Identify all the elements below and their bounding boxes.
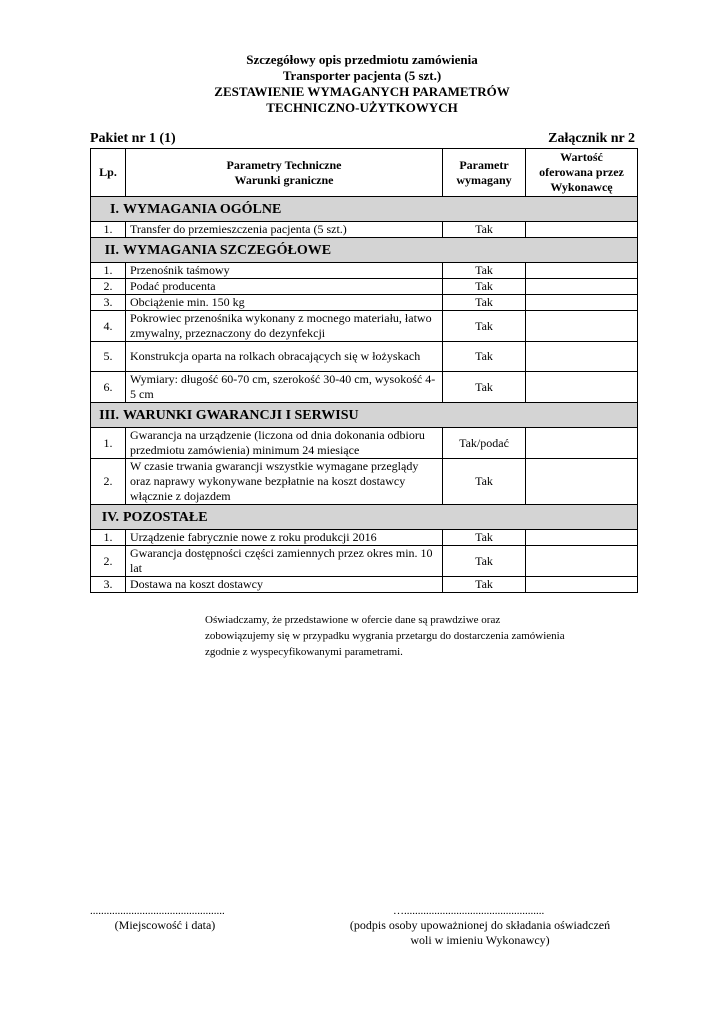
row-offered-value[interactable] xyxy=(526,295,638,311)
title-line-3: ZESTAWIENIE WYMAGANYCH PARAMETRÓW xyxy=(214,84,510,99)
table-row xyxy=(91,459,638,505)
authorized-signature-label-line-2: woli w imieniu Wykonawcy) xyxy=(410,933,550,947)
table-row xyxy=(91,311,638,342)
row-number: 1. xyxy=(91,428,126,459)
attachment-label: Załącznik nr 2 xyxy=(548,131,635,146)
row-number: 5. xyxy=(91,342,126,372)
title-line-2: Transporter pacjenta (5 szt.) xyxy=(282,68,442,83)
row-required: Tak xyxy=(443,263,526,279)
row-number: 1. xyxy=(91,263,126,279)
table-row xyxy=(91,279,638,295)
section-number: I. xyxy=(110,201,119,217)
row-required: Tak xyxy=(443,546,526,577)
row-number: 2. xyxy=(91,279,126,295)
col-header-parameters-line-1: Parametry Techniczne xyxy=(226,157,342,172)
row-offered-value[interactable] xyxy=(526,263,638,279)
table-row xyxy=(91,530,638,546)
row-number: 4. xyxy=(91,311,126,342)
document-title xyxy=(0,52,724,116)
row-description: Gwarancja na urządzenie (liczona od dnia dokonania odbioru przedmiotu zamówienia) minimum 24 miesiące xyxy=(126,428,443,459)
section-title: WYMAGANIA OGÓLNE xyxy=(123,201,282,217)
row-number: 2. xyxy=(91,546,126,577)
table-row xyxy=(91,577,638,593)
parameters-table xyxy=(90,148,638,593)
col-header-offered-line-2: oferowana przez xyxy=(539,165,624,179)
row-offered-value[interactable] xyxy=(526,311,638,342)
row-offered-value[interactable] xyxy=(526,372,638,403)
row-offered-value[interactable] xyxy=(526,530,638,546)
table-row xyxy=(91,295,638,311)
row-description: Obciążenie min. 150 kg xyxy=(126,295,443,311)
pakiet-header-row xyxy=(90,131,635,147)
row-required: Tak/podać xyxy=(443,428,526,459)
row-required: Tak xyxy=(443,295,526,311)
row-required: Tak xyxy=(443,279,526,295)
section-row xyxy=(91,403,638,428)
section-title: POZOSTAŁE xyxy=(123,509,208,525)
row-offered-value[interactable] xyxy=(526,577,638,593)
row-number: 2. xyxy=(91,459,126,505)
col-header-required xyxy=(443,149,526,197)
row-description: Pokrowiec przenośnika wykonany z mocnego materiału, łatwo zmywalny, przeznaczony do dezynfekcji xyxy=(126,311,443,342)
row-required: Tak xyxy=(443,372,526,403)
declaration-statement: Oświadczamy, że przedstawione w ofercie dane są prawdziwe oraz zobowiązujemy się w przypadku wygrania przetargu do dostarczenia zamówienia zgodnie z wyspecyfikowanymi parametrami. xyxy=(205,614,565,658)
row-description: Gwarancja dostępności części zamiennych przez okres min. 10 lat xyxy=(126,546,443,577)
pakiet-label: Pakiet nr 1 (1) xyxy=(90,131,176,146)
row-number: 3. xyxy=(91,295,126,311)
row-description: Przenośnik taśmowy xyxy=(126,263,443,279)
row-number: 1. xyxy=(91,222,126,238)
row-offered-value[interactable] xyxy=(526,546,638,577)
row-description: Konstrukcja oparta na rolkach obracających się w łożyskach xyxy=(126,342,443,372)
row-required: Tak xyxy=(443,459,526,505)
table-row xyxy=(91,546,638,577)
row-description: Transfer do przemieszczenia pacjenta (5 szt.) xyxy=(126,222,443,238)
row-description: Urządzenie fabrycznie nowe z roku produkcji 2016 xyxy=(126,530,443,546)
row-number: 6. xyxy=(91,372,126,403)
row-description: Wymiary: długość 60-70 cm, szerokość 30-40 cm, wysokość 4-5 cm xyxy=(126,372,443,403)
row-description: W czasie trwania gwarancji wszystkie wymagane przeglądy oraz naprawy wykonywane bezpłatnie na koszt dostawcy włącznie z dojazdem xyxy=(126,459,443,505)
col-header-offered xyxy=(526,149,638,197)
table-row xyxy=(91,263,638,279)
table-row xyxy=(91,222,638,238)
row-offered-value[interactable] xyxy=(526,222,638,238)
place-date-signature-line: ................................................. xyxy=(90,905,225,917)
col-header-lp: Lp. xyxy=(91,149,126,197)
row-offered-value[interactable] xyxy=(526,459,638,505)
col-header-offered-line-1: Wartość xyxy=(560,150,603,164)
row-offered-value[interactable] xyxy=(526,342,638,372)
section-heading xyxy=(91,403,638,428)
row-number: 3. xyxy=(91,577,126,593)
row-description: Podać producenta xyxy=(126,279,443,295)
row-required: Tak xyxy=(443,577,526,593)
row-required: Tak xyxy=(443,530,526,546)
row-required: Tak xyxy=(443,311,526,342)
col-header-required-line-2: wymagany xyxy=(456,172,512,187)
col-header-required-line-1: Parametr xyxy=(459,157,509,172)
table-row xyxy=(91,428,638,459)
row-offered-value[interactable] xyxy=(526,428,638,459)
section-heading xyxy=(91,238,638,263)
authorized-signature-line: …................................................... xyxy=(393,905,545,917)
section-title: WYMAGANIA SZCZEGÓŁOWE xyxy=(123,242,332,258)
row-required: Tak xyxy=(443,222,526,238)
col-header-parameters-line-2: Warunki graniczne xyxy=(234,172,334,187)
section-heading xyxy=(91,197,638,222)
col-header-parameters xyxy=(126,149,443,197)
place-date-label: (Miejscowość i data) xyxy=(114,918,216,932)
row-offered-value[interactable] xyxy=(526,279,638,295)
section-number: II. xyxy=(104,242,119,258)
section-heading xyxy=(91,505,638,530)
section-row xyxy=(91,197,638,222)
row-required: Tak xyxy=(443,342,526,372)
table-header-row xyxy=(91,149,638,197)
title-line-1: Szczegółowy opis przedmiotu zamówienia xyxy=(246,52,478,67)
section-title: WARUNKI GWARANCJI I SERWISU xyxy=(123,407,359,423)
row-number: 1. xyxy=(91,530,126,546)
section-number: III. xyxy=(99,407,119,423)
section-row xyxy=(91,505,638,530)
col-header-offered-line-3: Wykonawcę xyxy=(550,180,613,194)
section-row xyxy=(91,238,638,263)
title-line-4: TECHNICZNO-UŻYTKOWYCH xyxy=(266,100,458,115)
table-row xyxy=(91,342,638,372)
table-row xyxy=(91,372,638,403)
authorized-signature-label-line-1: (podpis osoby upoważnionej do składania oświadczeń xyxy=(349,918,611,932)
row-description: Dostawa na koszt dostawcy xyxy=(126,577,443,593)
authorized-signature-label xyxy=(340,918,620,948)
section-number: IV. xyxy=(101,509,119,525)
